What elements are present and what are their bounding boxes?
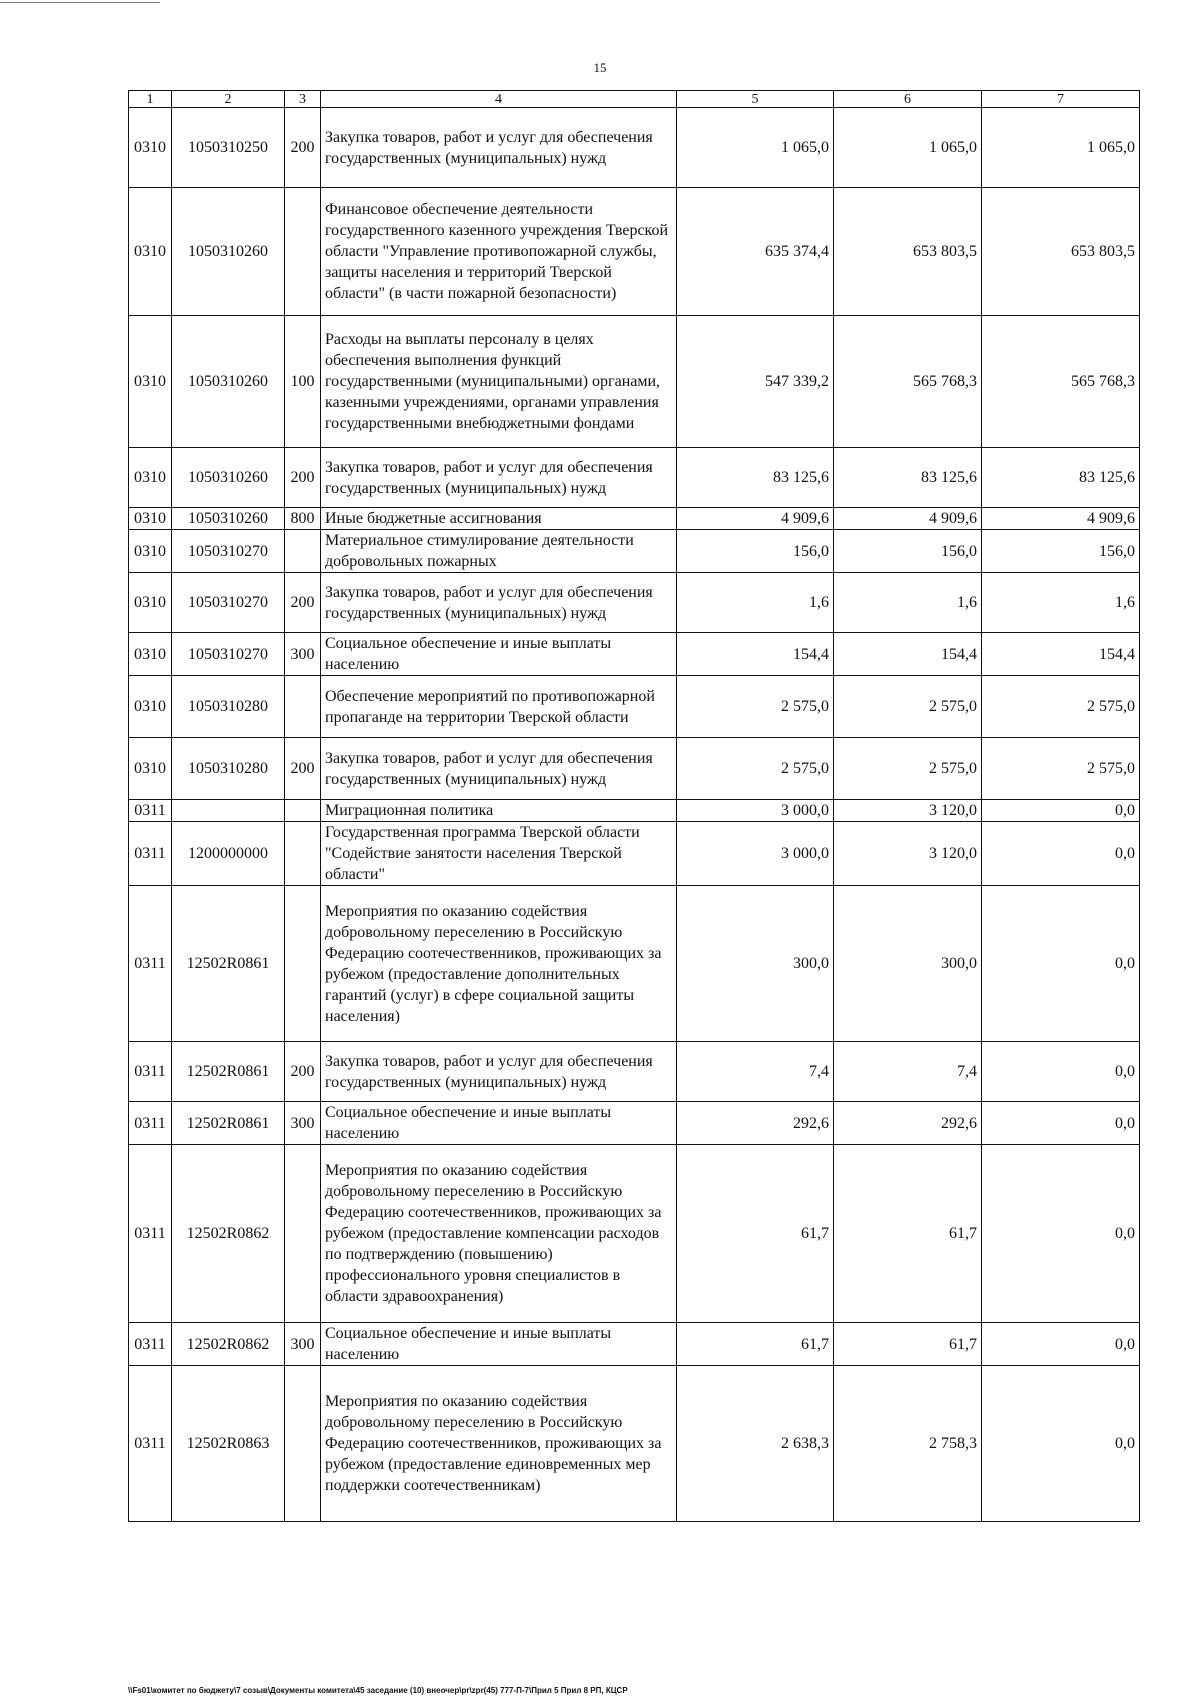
amount-year3-cell: 2 575,0 [982,676,1140,738]
section-code-cell: 0311 [129,1102,172,1145]
target-article-cell: 1200000000 [172,822,285,886]
description-cell: Закупка товаров, работ и услуг для обеспечения государственных (муниципальных) нужд [321,108,677,188]
table-row [129,530,1140,573]
table-row [129,676,1140,738]
amount-year1-cell: 2 575,0 [677,738,834,800]
page-number: 15 [593,60,607,75]
description-cell: Мероприятия по оказанию содействия добровольному переселению в Российскую Федерацию соотечественников, проживающих за рубежом (предоставление компенсации расходов по подтверждению (повышению) профессионального уровня специалистов в области здравоохранения) [321,1145,677,1323]
table-row [129,633,1140,676]
amount-year3-cell: 0,0 [982,1323,1140,1366]
target-article-cell: 1050310270 [172,530,285,573]
amount-year1-cell: 61,7 [677,1145,834,1323]
amount-year1-cell: 3 000,0 [677,822,834,886]
section-code-cell: 0311 [129,1042,172,1102]
amount-year1-cell: 61,7 [677,1323,834,1366]
section-code-cell: 0311 [129,1145,172,1323]
amount-year1-cell: 154,4 [677,633,834,676]
amount-year2-cell: 2 575,0 [834,738,982,800]
target-article-cell: 1050310280 [172,676,285,738]
amount-year3-cell: 156,0 [982,530,1140,573]
amount-year1-cell: 83 125,6 [677,448,834,508]
description-cell: Мероприятия по оказанию содействия добровольному переселению в Российскую Федерацию соотечественников, проживающих за рубежом (предоставление дополнительных гарантий (услуг) в сфере социальной защиты населения) [321,886,677,1042]
header-cell: 5 [677,91,834,108]
description-cell: Социальное обеспечение и иные выплаты населению [321,1102,677,1145]
description-cell: Мероприятия по оказанию содействия добровольному переселению в Российскую Федерацию соотечественников, проживающих за рубежом (предоставление единовременных мер поддержки соотечественникам) [321,1366,677,1522]
target-article-cell: 1050310260 [172,188,285,316]
table-row [129,886,1140,1042]
amount-year2-cell: 7,4 [834,1042,982,1102]
description-cell: Закупка товаров, работ и услуг для обеспечения государственных (муниципальных) нужд [321,448,677,508]
amount-year3-cell: 0,0 [982,886,1140,1042]
amount-year1-cell: 156,0 [677,530,834,573]
target-article-cell: 12502R0861 [172,886,285,1042]
table-row [129,316,1140,448]
amount-year2-cell: 292,6 [834,1102,982,1145]
target-article-cell: 12502R0863 [172,1366,285,1522]
table-row [129,1042,1140,1102]
table-row [129,508,1140,530]
amount-year2-cell: 2 575,0 [834,676,982,738]
table-row [129,1323,1140,1366]
amount-year1-cell: 4 909,6 [677,508,834,530]
amount-year1-cell: 2 638,3 [677,1366,834,1522]
target-article-cell: 1050310260 [172,316,285,448]
expense-type-cell: 300 [285,1102,321,1145]
description-cell: Закупка товаров, работ и услуг для обеспечения государственных (муниципальных) нужд [321,573,677,633]
file-path-footer: \\Fs01\комитет по бюджету\7 созыв\Документы комитета\45 заседание (10) внеочер\pr\zpr(45) 777-П-7\Прил 5 Прил 8 РП, КЦСР [128,1686,628,1695]
target-article-cell [172,800,285,822]
table-row [129,108,1140,188]
section-code-cell: 0311 [129,1366,172,1522]
section-code-cell: 0311 [129,822,172,886]
amount-year3-cell: 0,0 [982,1145,1140,1323]
expense-type-cell: 800 [285,508,321,530]
expense-type-cell [285,1366,321,1522]
amount-year3-cell: 4 909,6 [982,508,1140,530]
expense-type-cell [285,188,321,316]
table-row [129,800,1140,822]
section-code-cell: 0310 [129,508,172,530]
expense-type-cell: 200 [285,1042,321,1102]
amount-year2-cell: 61,7 [834,1145,982,1323]
amount-year3-cell: 0,0 [982,800,1140,822]
amount-year3-cell: 83 125,6 [982,448,1140,508]
amount-year1-cell: 300,0 [677,886,834,1042]
amount-year2-cell: 2 758,3 [834,1366,982,1522]
section-code-cell: 0310 [129,676,172,738]
amount-year2-cell: 61,7 [834,1323,982,1366]
amount-year3-cell: 1 065,0 [982,108,1140,188]
header-cell: 3 [285,91,321,108]
amount-year2-cell: 565 768,3 [834,316,982,448]
amount-year2-cell: 83 125,6 [834,448,982,508]
expense-type-cell [285,886,321,1042]
section-code-cell: 0310 [129,633,172,676]
amount-year2-cell: 154,4 [834,633,982,676]
table-row [129,1366,1140,1522]
expense-type-cell: 100 [285,316,321,448]
section-code-cell: 0310 [129,448,172,508]
amount-year2-cell: 653 803,5 [834,188,982,316]
description-cell: Иные бюджетные ассигнования [321,508,677,530]
section-code-cell: 0310 [129,738,172,800]
target-article-cell: 12502R0861 [172,1102,285,1145]
expense-type-cell [285,1145,321,1323]
expense-type-cell: 200 [285,108,321,188]
amount-year3-cell: 154,4 [982,633,1140,676]
amount-year2-cell: 3 120,0 [834,800,982,822]
amount-year3-cell: 0,0 [982,1042,1140,1102]
description-cell: Социальное обеспечение и иные выплаты населению [321,1323,677,1366]
amount-year1-cell: 635 374,4 [677,188,834,316]
target-article-cell: 1050310250 [172,108,285,188]
scan-artifact-line [0,2,160,3]
section-code-cell: 0311 [129,800,172,822]
target-article-cell: 1050310270 [172,633,285,676]
amount-year1-cell: 7,4 [677,1042,834,1102]
amount-year2-cell: 1,6 [834,573,982,633]
description-cell: Социальное обеспечение и иные выплаты населению [321,633,677,676]
expense-type-cell: 300 [285,1323,321,1366]
target-article-cell: 12502R0862 [172,1323,285,1366]
table-row [129,1145,1140,1323]
table-row [129,822,1140,886]
section-code-cell: 0310 [129,188,172,316]
table-row [129,1102,1140,1145]
amount-year1-cell: 547 339,2 [677,316,834,448]
expense-type-cell: 200 [285,448,321,508]
amount-year3-cell: 1,6 [982,573,1140,633]
amount-year3-cell: 0,0 [982,822,1140,886]
description-cell: Государственная программа Тверской области "Содействие занятости населения Тверской области" [321,822,677,886]
amount-year1-cell: 1 065,0 [677,108,834,188]
amount-year2-cell: 3 120,0 [834,822,982,886]
header-cell: 4 [321,91,677,108]
budget-table [128,90,1140,1522]
target-article-cell: 1050310280 [172,738,285,800]
section-code-cell: 0310 [129,316,172,448]
expense-type-cell [285,530,321,573]
description-cell: Финансовое обеспечение деятельности государственного казенного учреждения Тверской области "Управление противопожарной службы, защиты населения и территорий Тверской области" (в части пожарной безопасности) [321,188,677,316]
expense-type-cell [285,822,321,886]
target-article-cell: 1050310260 [172,508,285,530]
description-cell: Расходы на выплаты персоналу в целях обеспечения выполнения функций государственными (муниципальными) органами, казенными учреждениями, органами управления государственными внебюджетными фондами [321,316,677,448]
amount-year3-cell: 565 768,3 [982,316,1140,448]
section-code-cell: 0310 [129,530,172,573]
expense-type-cell: 200 [285,738,321,800]
expense-type-cell [285,800,321,822]
amount-year2-cell: 300,0 [834,886,982,1042]
section-code-cell: 0311 [129,1323,172,1366]
description-cell: Обеспечение мероприятий по противопожарной пропаганде на территории Тверской области [321,676,677,738]
table-row [129,738,1140,800]
target-article-cell: 1050310270 [172,573,285,633]
section-code-cell: 0310 [129,573,172,633]
amount-year3-cell: 0,0 [982,1102,1140,1145]
amount-year1-cell: 2 575,0 [677,676,834,738]
header-row [129,91,1140,108]
header-cell: 7 [982,91,1140,108]
amount-year2-cell: 4 909,6 [834,508,982,530]
amount-year3-cell: 0,0 [982,1366,1140,1522]
table-row [129,448,1140,508]
amount-year1-cell: 292,6 [677,1102,834,1145]
header-cell: 1 [129,91,172,108]
amount-year2-cell: 156,0 [834,530,982,573]
target-article-cell: 12502R0861 [172,1042,285,1102]
description-cell: Закупка товаров, работ и услуг для обеспечения государственных (муниципальных) нужд [321,1042,677,1102]
target-article-cell: 1050310260 [172,448,285,508]
header-cell: 6 [834,91,982,108]
description-cell: Миграционная политика [321,800,677,822]
amount-year2-cell: 1 065,0 [834,108,982,188]
table-row [129,188,1140,316]
section-code-cell: 0311 [129,886,172,1042]
header-cell: 2 [172,91,285,108]
expense-type-cell: 200 [285,573,321,633]
target-article-cell: 12502R0862 [172,1145,285,1323]
amount-year3-cell: 653 803,5 [982,188,1140,316]
expense-type-cell: 300 [285,633,321,676]
amount-year1-cell: 3 000,0 [677,800,834,822]
expense-type-cell [285,676,321,738]
table-row [129,573,1140,633]
amount-year1-cell: 1,6 [677,573,834,633]
section-code-cell: 0310 [129,108,172,188]
description-cell: Материальное стимулирование деятельности добровольных пожарных [321,530,677,573]
description-cell: Закупка товаров, работ и услуг для обеспечения государственных (муниципальных) нужд [321,738,677,800]
amount-year3-cell: 2 575,0 [982,738,1140,800]
